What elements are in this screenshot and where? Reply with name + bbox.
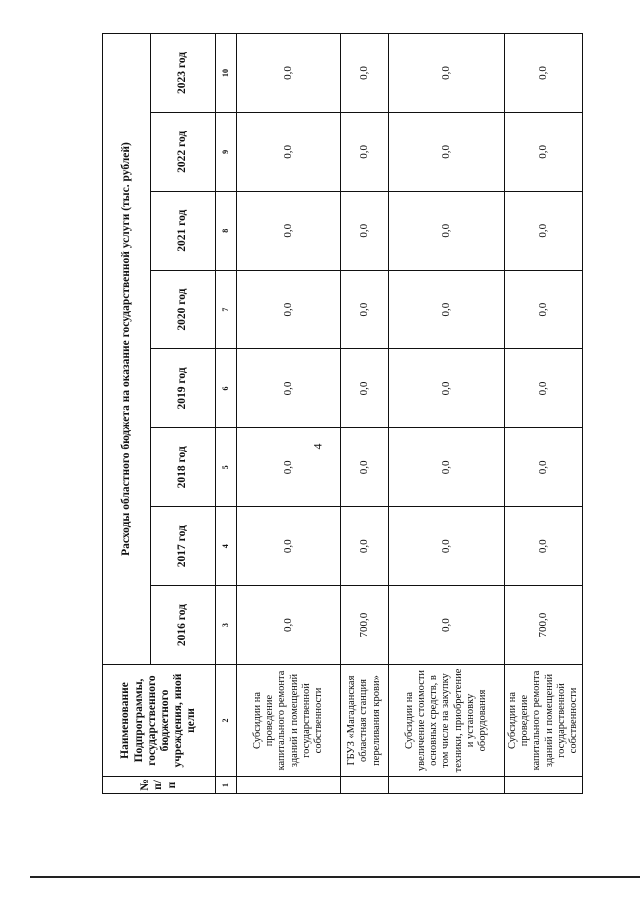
header-year: 2019 год (151, 349, 216, 428)
row-value: 0,0 (341, 349, 389, 428)
row-value: 0,0 (237, 34, 341, 113)
row-value: 0,0 (237, 428, 341, 507)
row-name: Субсидии на увеличение стоимости основных средств, в том числе на закупку техники, приобретение и установку оборудования (389, 665, 505, 777)
row-name: Субсидии на проведение капитального ремонта зданий и помещений государственной собственности (505, 665, 583, 777)
header-name: Наименование Подпрограммы, государственного бюджетного учреждения, иной цели (103, 665, 216, 777)
header-year: 2018 год (151, 428, 216, 507)
row-number (341, 777, 389, 794)
row-value: 0,0 (389, 349, 505, 428)
row-value: 0,0 (389, 191, 505, 270)
scan-edge-line (30, 876, 640, 878)
row-value: 0,0 (237, 191, 341, 270)
row-value: 0,0 (237, 349, 341, 428)
row-value: 0,0 (389, 586, 505, 665)
row-value: 0,0 (237, 586, 341, 665)
column-index: 1 (216, 777, 237, 794)
row-value: 0,0 (505, 112, 583, 191)
row-value: 0,0 (505, 34, 583, 113)
header-year: 2017 год (151, 507, 216, 586)
header-expenses-group: Расходы областного бюджета на оказание государственной услуги (тыс. рублей) (103, 34, 151, 665)
row-value: 0,0 (505, 270, 583, 349)
header-year: 2021 год (151, 191, 216, 270)
row-value: 0,0 (505, 191, 583, 270)
row-value: 0,0 (341, 112, 389, 191)
row-number (505, 777, 583, 794)
page-number: 4 (310, 443, 325, 450)
row-number (389, 777, 505, 794)
row-value: 0,0 (505, 349, 583, 428)
header-year: 2022 год (151, 112, 216, 191)
row-value: 0,0 (389, 428, 505, 507)
header-number: № п/п (103, 777, 216, 794)
row-value: 0,0 (341, 34, 389, 113)
column-index-row (216, 34, 237, 794)
column-index: 2 (216, 665, 237, 777)
row-value: 700,0 (505, 586, 583, 665)
header-year: 2023 год (151, 34, 216, 113)
row-value: 0,0 (389, 270, 505, 349)
row-value: 0,0 (341, 507, 389, 586)
row-value: 700,0 (341, 586, 389, 665)
row-value: 0,0 (505, 507, 583, 586)
row-value: 0,0 (389, 112, 505, 191)
column-index: 6 (216, 349, 237, 428)
column-index: 7 (216, 270, 237, 349)
table-row (389, 34, 505, 794)
row-value: 0,0 (341, 270, 389, 349)
row-name: ГБУЗ «Магаданская областная станция переливания крови» (341, 665, 389, 777)
column-index: 10 (216, 34, 237, 113)
row-value: 0,0 (389, 507, 505, 586)
row-number (237, 777, 341, 794)
column-index: 4 (216, 507, 237, 586)
row-value: 0,0 (237, 270, 341, 349)
column-index: 8 (216, 191, 237, 270)
row-value: 0,0 (237, 112, 341, 191)
column-index: 9 (216, 112, 237, 191)
row-value: 0,0 (341, 428, 389, 507)
header-year: 2016 год (151, 586, 216, 665)
table-row (341, 34, 389, 794)
row-value: 0,0 (341, 191, 389, 270)
table-row (237, 34, 341, 794)
table-row (505, 34, 583, 794)
budget-table-rotated (102, 33, 579, 794)
column-index: 3 (216, 586, 237, 665)
row-value: 0,0 (505, 428, 583, 507)
row-name: Субсидии на проведение капитального ремонта зданий и помещений государственной собственности (237, 665, 341, 777)
column-index: 5 (216, 428, 237, 507)
budget-table (102, 33, 583, 794)
row-value: 0,0 (237, 507, 341, 586)
header-year: 2020 год (151, 270, 216, 349)
row-value: 0,0 (389, 34, 505, 113)
